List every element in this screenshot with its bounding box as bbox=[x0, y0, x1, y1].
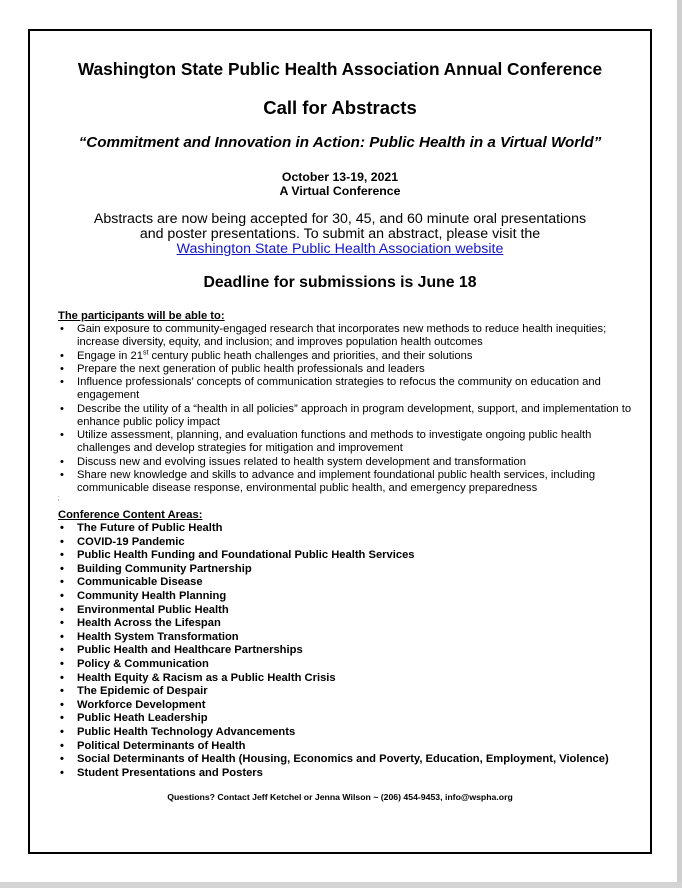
org-title: Washington State Public Health Association Annual Conference bbox=[77, 59, 603, 79]
wspha-website-link[interactable]: Washington State Public Health Association website bbox=[176, 241, 504, 257]
intro-paragraph bbox=[28, 212, 652, 257]
objective-item bbox=[58, 350, 643, 363]
objective-item: • Share new knowledge and skills to advance and implement foundational public health services, including communicable disease response, environmental public health, and emergency preparedness bbox=[58, 469, 643, 496]
objective-item: • Describe the utility of a “health in all policies” approach in program development, support, and implementation to enhance public policy impact bbox=[58, 403, 643, 430]
objective-item: • Influence professionals’ concepts of communication strategies to refocus the community on education and engagement bbox=[58, 376, 643, 403]
content-area-item: • Policy & Communication bbox=[58, 658, 643, 672]
conference-format: A Virtual Conference bbox=[279, 184, 401, 198]
conference-theme: “Commitment and Innovation in Action: Public Health in a Virtual World” bbox=[78, 134, 602, 151]
objectives-heading: The participants will be able to: bbox=[58, 310, 225, 322]
content-area-item: • Environmental Public Health bbox=[58, 604, 643, 618]
content-area-item: • Public Heath Leadership bbox=[58, 712, 643, 726]
intro-line-1: Abstracts are now being accepted for 30, 45, and 60 minute oral presentations bbox=[93, 211, 587, 227]
content-area-item: • Student Presentations and Posters bbox=[58, 767, 643, 781]
content-area-item: • Community Health Planning bbox=[58, 590, 643, 604]
objectives-list bbox=[58, 323, 643, 495]
contact-line: Questions? Contact Jeff Ketchel or Jenna Wilson ~ (206) 454-9453, info@wspha.org bbox=[167, 792, 513, 802]
page-edge-bottom bbox=[0, 882, 682, 888]
content-area-item: • Health Across the Lifespan bbox=[58, 617, 643, 631]
content-area-item: • Building Community Partnership bbox=[58, 563, 643, 577]
content-area-item: • Communicable Disease bbox=[58, 576, 643, 590]
conference-dates: October 13-19, 2021 bbox=[281, 170, 399, 184]
content-area-item: • Public Health and Healthcare Partnerships bbox=[58, 644, 643, 658]
deadline-notice: Deadline for submissions is June 18 bbox=[203, 274, 477, 291]
content-areas-section bbox=[58, 509, 643, 780]
objective-item: • Discuss new and evolving issues related to health system development and transformation bbox=[58, 456, 643, 469]
objective-item: • Prepare the next generation of public health professionals and leaders bbox=[58, 363, 643, 376]
content-area-item: • COVID-19 Pandemic bbox=[58, 536, 643, 550]
objective-text: Engage in 21 bbox=[77, 349, 143, 362]
objectives-section bbox=[58, 310, 643, 495]
content-area-item: • Public Health Technology Advancements bbox=[58, 726, 643, 740]
content-areas-list bbox=[58, 522, 643, 780]
stray-mark: ; bbox=[58, 496, 60, 502]
call-title: Call for Abstracts bbox=[263, 97, 417, 118]
content-area-item: • The Future of Public Health bbox=[58, 522, 643, 536]
ordinal-suffix: st bbox=[142, 348, 149, 356]
content-areas-heading: Conference Content Areas: bbox=[58, 509, 203, 521]
objective-item: • Utilize assessment, planning, and evaluation functions and methods to investigate ongoing public health challenges and develop strategies for mitigation and improvement bbox=[58, 429, 643, 456]
content-area-item: • Public Health Funding and Foundational Public Health Services bbox=[58, 549, 643, 563]
content-area-item: • The Epidemic of Despair bbox=[58, 685, 643, 699]
content-area-item: • Health System Transformation bbox=[58, 631, 643, 645]
content-area-item: • Workforce Development bbox=[58, 699, 643, 713]
page-edge-right bbox=[677, 0, 682, 888]
content-area-item: • Health Equity & Racism as a Public Health Crisis bbox=[58, 672, 643, 686]
objective-item: • Gain exposure to community-engaged research that incorporates new methods to reduce health inequities; increase diversity, equity, and inclusion; and improves population health outcomes bbox=[58, 323, 643, 350]
objective-text: century public heath challenges and priorities, and their solutions bbox=[148, 349, 473, 362]
intro-line-2: and poster presentations. To submit an abstract, please visit the bbox=[139, 226, 541, 242]
content-area-item: • Social Determinants of Health (Housing, Economics and Poverty, Education, Employment, Violence) bbox=[58, 753, 643, 767]
content-area-item: • Political Determinants of Health bbox=[58, 740, 643, 754]
